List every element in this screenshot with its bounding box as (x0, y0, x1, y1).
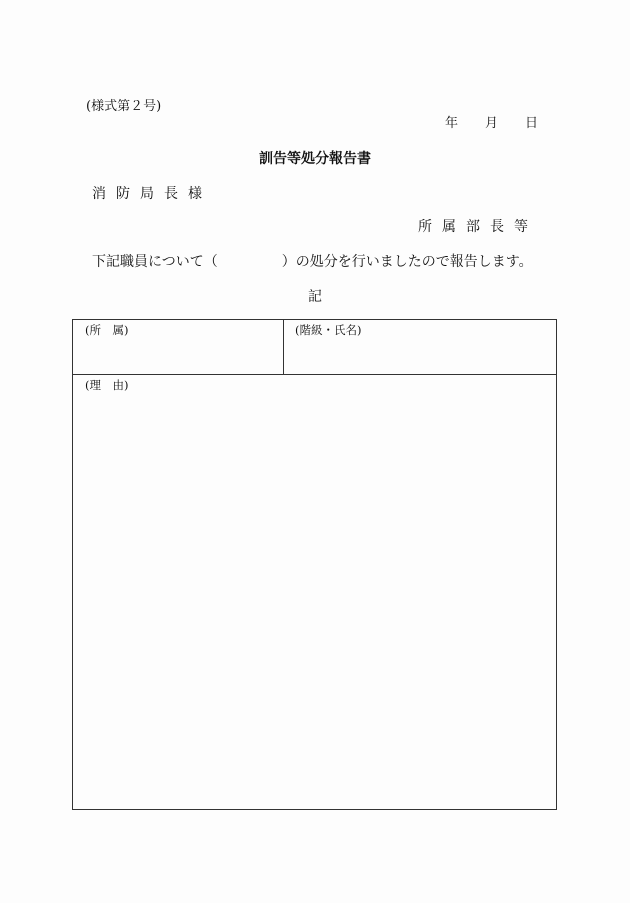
date-day: 日 (525, 116, 539, 131)
form-number: (様式第２号) (86, 99, 162, 114)
date-month: 月 (485, 116, 499, 131)
department-cell[interactable] (73, 320, 284, 374)
date-line (445, 112, 538, 131)
reason-cell[interactable] (73, 375, 556, 809)
rank-name-cell[interactable] (284, 320, 556, 374)
body-sentence (92, 251, 533, 271)
department-label: (所 属) (85, 323, 129, 337)
body-text-after: ）の処分を行いましたので報告します。 (281, 254, 533, 270)
date-year: 年 (445, 116, 459, 131)
addressee: 消防局長様 (92, 186, 212, 202)
document-title: 訓告等処分報告書 (259, 151, 371, 167)
ki-heading: 記 (308, 289, 322, 305)
rank-name-label: (階級・氏名) (295, 323, 362, 337)
reason-label: (理 由) (85, 378, 129, 392)
body-text-before: 下記職員について（ (92, 254, 218, 270)
table-row-top (73, 320, 556, 375)
report-table (72, 319, 557, 810)
sender: 所属部長等 (418, 219, 538, 235)
